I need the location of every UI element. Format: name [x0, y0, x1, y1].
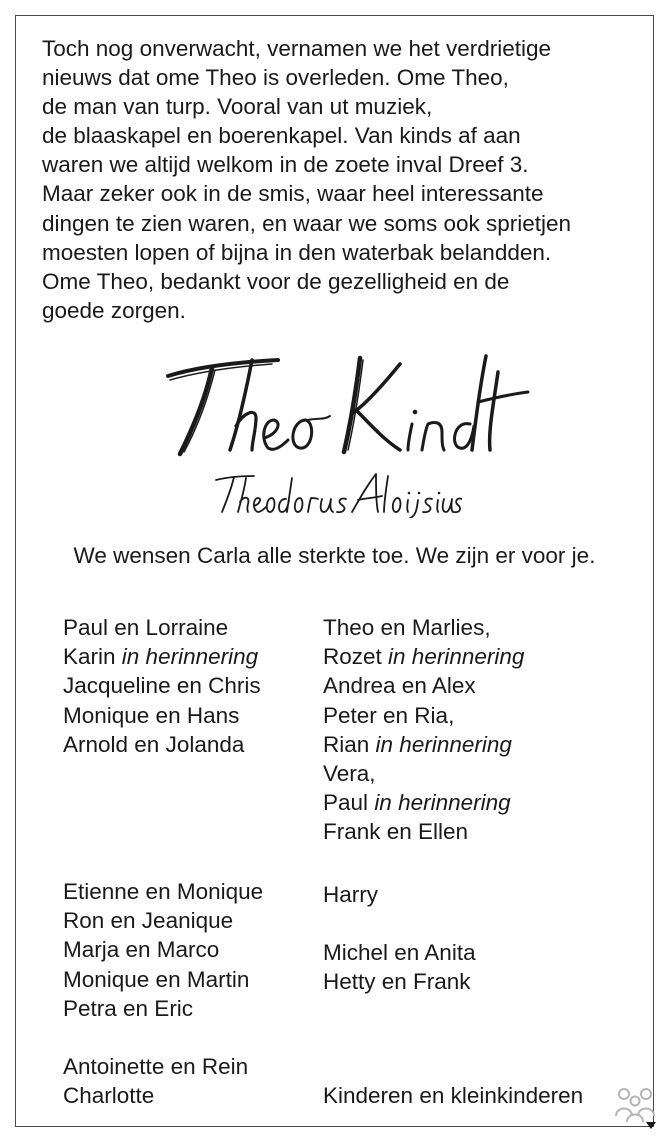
name-text: Paul en Lorraine — [63, 615, 229, 640]
memorial-note: in herinnering — [375, 731, 512, 757]
name-entry — [63, 1052, 248, 1081]
name-text: Petra en Eric — [63, 995, 194, 1021]
name-text: Monique en Hans — [63, 702, 240, 728]
name-entry — [63, 965, 263, 994]
name-text: Kinderen en kleinkinderen — [323, 1083, 584, 1108]
name-entry — [63, 701, 261, 730]
intro-line: moesten lopen of bijna in den waterbak belandden. — [42, 239, 552, 265]
memorial-note: in herinnering — [388, 644, 525, 670]
intro-text — [42, 34, 632, 325]
name-entry — [63, 877, 263, 906]
name-entry — [63, 935, 263, 964]
name-entry — [323, 730, 524, 759]
name-entry — [63, 1081, 248, 1110]
wish-text: We wensen Carla alle sterkte toe. We zijn er voor je. — [73, 543, 596, 568]
name-text: Charlotte — [63, 1083, 155, 1109]
name-entry — [323, 817, 524, 846]
name-entry — [323, 671, 524, 700]
names-right-group-3 — [323, 938, 476, 996]
family-icon[interactable] — [612, 1084, 658, 1130]
name-entry — [323, 759, 524, 788]
name-text: Ron en Jeanique — [63, 908, 234, 934]
names-left-group-3 — [63, 1052, 248, 1110]
memorial-note: in herinnering — [374, 790, 511, 816]
intro-line: dingen te zien waren, en waar we soms ook sprietjen — [42, 210, 572, 236]
name-text: Hetty en Frank — [323, 969, 471, 995]
intro-line: waren we altijd welkom in de zoete inval Dreef 3. — [42, 152, 529, 178]
name-text: Michel en Anita — [323, 940, 476, 965]
name-text: Andrea en Alex — [323, 673, 476, 699]
name-entry — [323, 880, 378, 909]
name-signature — [160, 346, 530, 461]
memorial-note: in herinnering — [121, 644, 259, 670]
intro-line: Toch nog onverwacht, vernamen we het verdrietige — [42, 36, 552, 61]
name-text: Vera, — [323, 760, 376, 786]
names-left-group-2 — [63, 877, 263, 1023]
name-entry — [63, 671, 261, 700]
name-text: Theo en Marlies, — [323, 615, 491, 640]
triangle-down-icon — [646, 1122, 656, 1129]
name-text: Etienne en Monique — [63, 879, 264, 904]
name-entry — [323, 613, 524, 642]
intro-line: Ome Theo, bedankt voor de gezelligheid en de — [42, 268, 510, 294]
name-entry — [63, 994, 263, 1023]
names-right-group-1 — [323, 613, 524, 847]
intro-line: nieuws dat ome Theo is overleden. Ome Theo, — [42, 65, 509, 91]
name-entry — [63, 642, 261, 671]
names-left-group-1 — [63, 613, 261, 759]
name-text: Monique en Martin — [63, 966, 250, 992]
intro-line: goede zorgen. — [42, 297, 186, 323]
name-text: Marja en Marco — [63, 937, 220, 963]
name-text: Jacqueline en Chris — [63, 673, 261, 699]
name-text: Harry — [323, 882, 378, 907]
name-text: Frank en Ellen — [323, 819, 469, 845]
fullname-signature — [212, 468, 462, 518]
name-text: Rian — [323, 731, 370, 757]
name-entry — [323, 642, 524, 671]
name-entry — [323, 938, 476, 967]
name-entry — [63, 730, 261, 759]
intro-line: de blaaskapel en boerenkapel. Van kinds af aan — [42, 123, 521, 149]
name-text: Arnold en Jolanda — [63, 731, 245, 757]
names-right-group-2 — [323, 880, 378, 909]
name-text: Paul — [323, 790, 369, 816]
name-entry — [323, 1081, 583, 1110]
names-right-group-4 — [323, 1081, 583, 1110]
intro-line: Maar zeker ook in de smis, waar heel interessante — [42, 181, 544, 207]
name-text: Rozet — [323, 644, 382, 670]
name-entry — [63, 613, 261, 642]
name-entry — [323, 701, 524, 730]
name-text: Antoinette en Rein — [63, 1054, 249, 1079]
name-text: Karin — [63, 644, 116, 670]
name-entry — [323, 967, 476, 996]
intro-line: de man van turp. Vooral van ut muziek, — [42, 94, 433, 120]
name-text: Peter en Ria, — [323, 702, 455, 728]
name-entry — [323, 788, 524, 817]
name-entry — [63, 906, 263, 935]
